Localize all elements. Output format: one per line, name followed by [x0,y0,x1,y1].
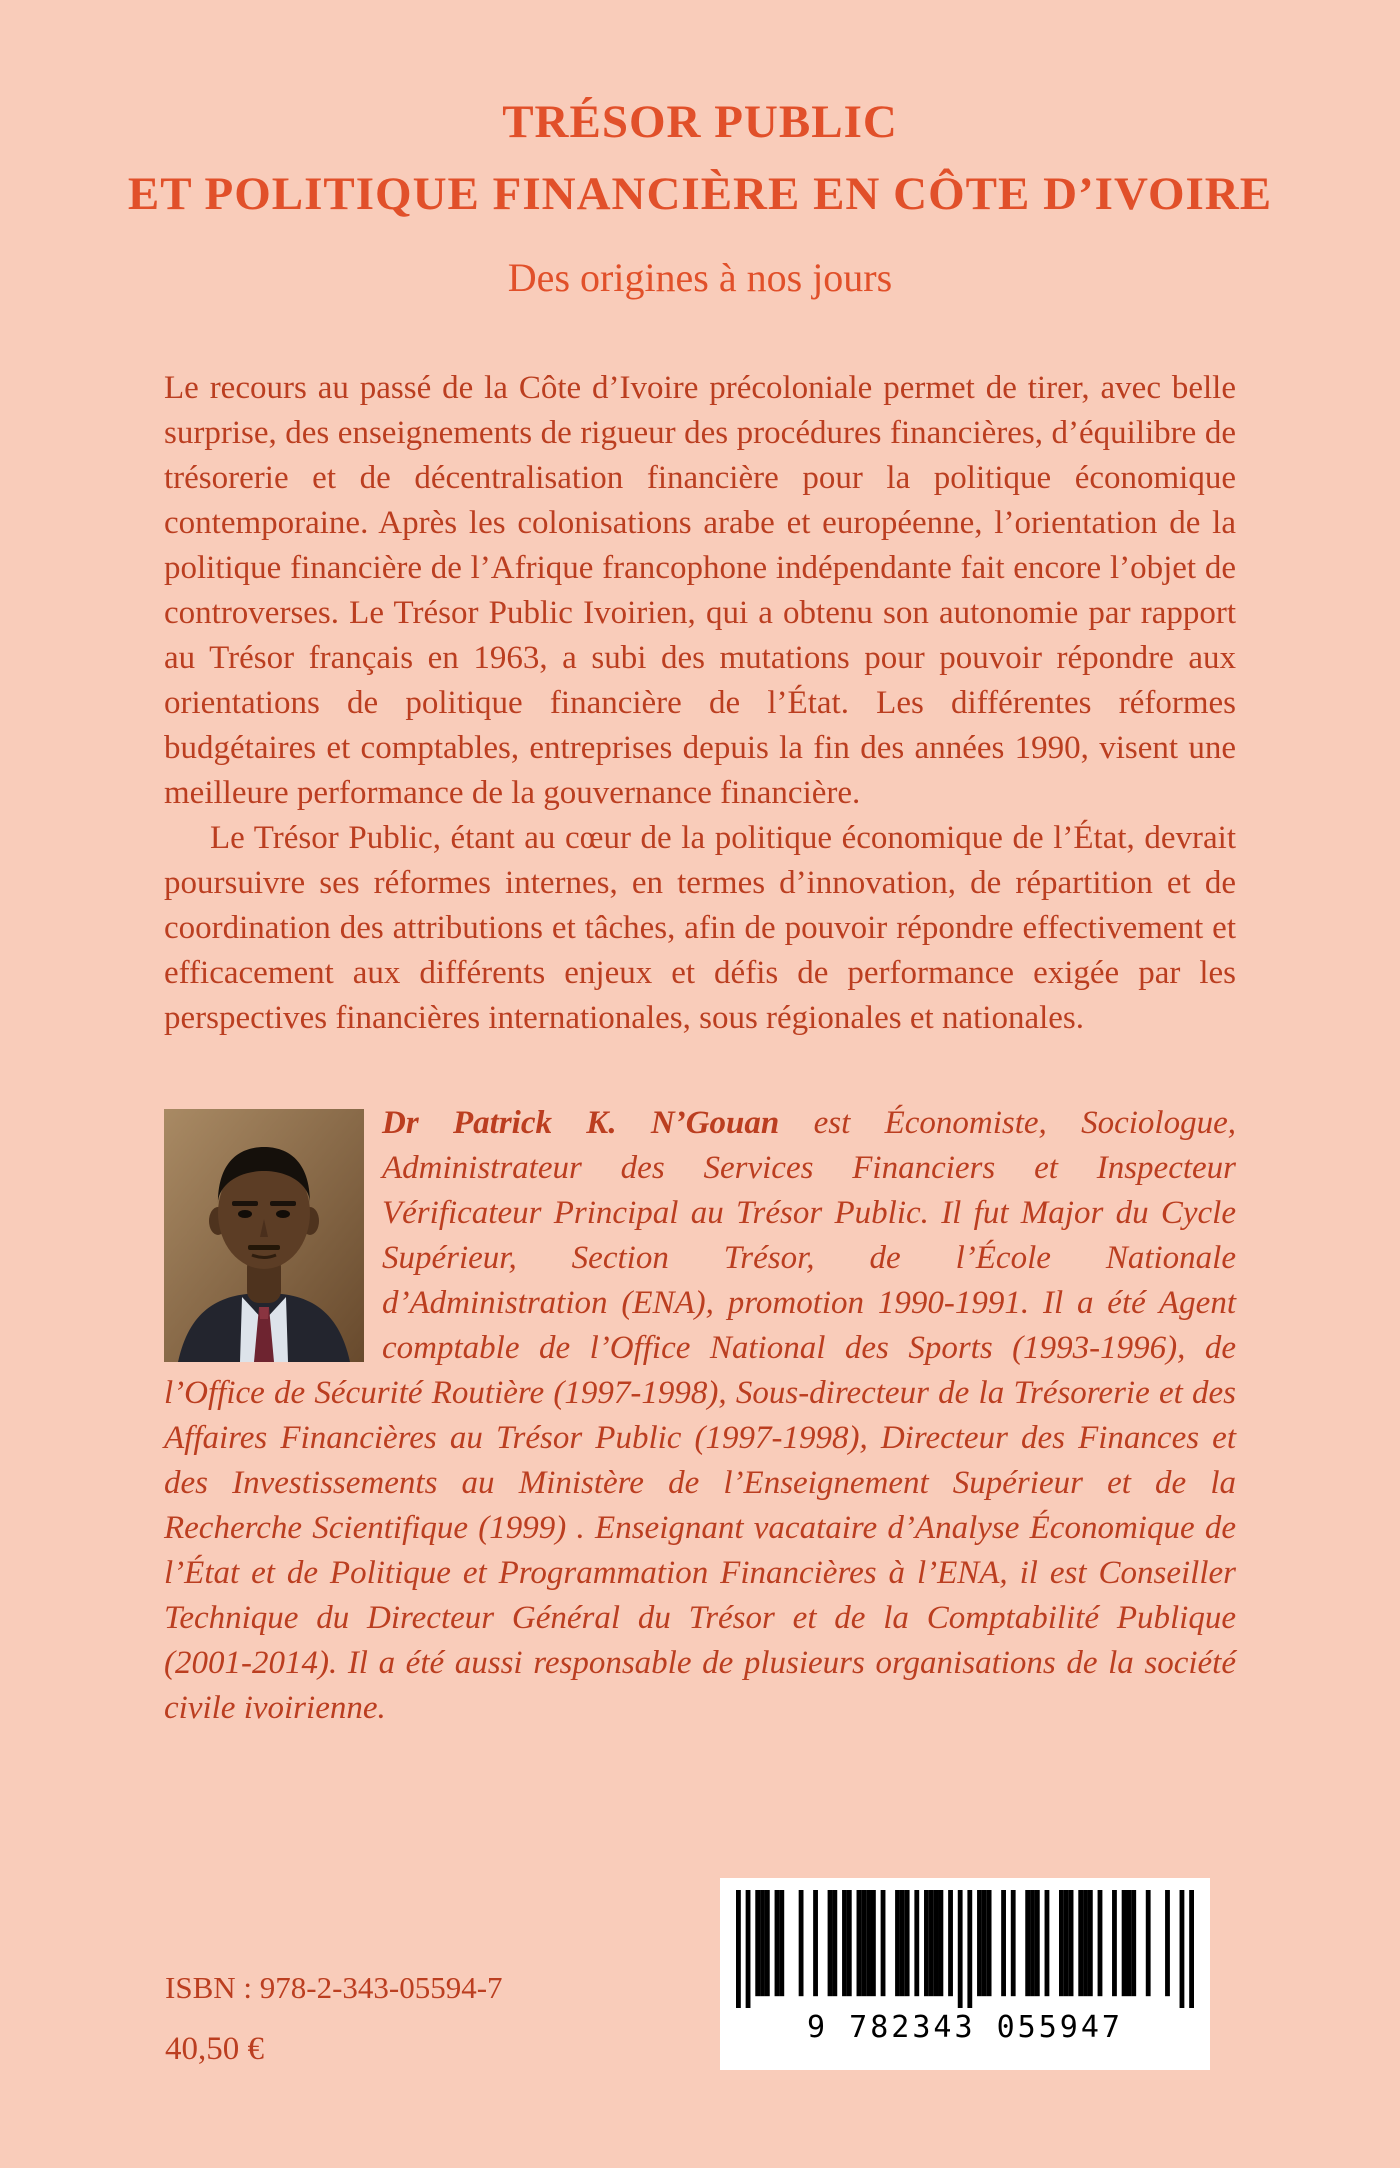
author-name: Dr Patrick K. N’Gouan [382,1105,780,1141]
barcode-digits: 9 782343 055947 [807,2010,1123,2045]
author-bio-text: est Économiste, Sociologue, Administrateur des Services Financiers et Inspecteur Vérificateur Principal au Trésor Public. Il fut Major du Cycle Supérieur, Section Trésor, de l’École Nationale d’Administration (ENA), promotion 1990-1991. Il a été Agent comptable de l’Office National des Sports (1993-1996), de l’Office de Sécurité Routière (1997-1998), Sous-directeur de la Trésorerie et des Affaires Financières au Trésor Public (1997-1998), Directeur des Finances et des Investissements au Ministère de l’Enseignement Supérieur et de la Recherche Scientifique (1999) . Enseignant vacataire d’Analyse Économique de l’État et de Politique et Programmation Financières à l’ENA, il est Conseiller Technique du Directeur Général du Trésor et de la Comptabilité Publique (2001-2014). Il a été aussi responsable de plusieurs organisations de la société civile ivoirienne. [164,1105,1236,1726]
book-subtitle: Des origines à nos jours [507,255,893,300]
cover-header [0,0,1400,304]
book-title-line2: ET POLITIQUE FINANCIÈRE EN CÔTE D’IVOIRE [127,168,1273,220]
isbn: ISBN : 978-2-343-05594-7 [165,1970,503,2005]
price: 40,50 € [165,2031,264,2067]
book-title-line1: TRÉSOR PUBLIC [502,96,898,148]
back-cover-text [164,366,1236,1731]
synopsis-paragraph-1: Le recours au passé de la Côte d’Ivoire précoloniale permet de tirer, avec belle surprise, des enseignements de rigueur des procédures financières, d’équilibre de trésorerie et de décentralisation financière pour la politique économique contemporaine. Après les colonisations arabe et européenne, l’orientation de la politique financière de l’Afrique francophone indépendante fait encore l’objet de controverses. Le Trésor Public Ivoirien, qui a obtenu son autonomie par rapport au Trésor français en 1963, a subi des mutations pour pouvoir répondre aux orientations de politique financière de l’État. Les différentes réformes budgétaires et comptables, entreprises depuis la fin des années 1990, visent une meilleure performance de la gouvernance financière. [164,370,1236,811]
isbn-block [165,1965,503,2072]
synopsis-paragraph-2: Le Trésor Public, étant au cœur de la politique économique de l’État, devrait poursuivre ses réformes internes, en termes d’innovation, de répartition et de coordination des attributions et tâches, afin de pouvoir répondre effectivement et efficacement aux différents enjeux et défis de performance exigée par les perspectives financières internationales, sous régionales et nationales. [164,820,1236,1036]
author-photo [164,1109,364,1362]
barcode [720,1878,1210,2070]
author-bio [164,1101,1236,1731]
book-title [0,86,1400,230]
barcode-bars [736,1890,1194,2008]
